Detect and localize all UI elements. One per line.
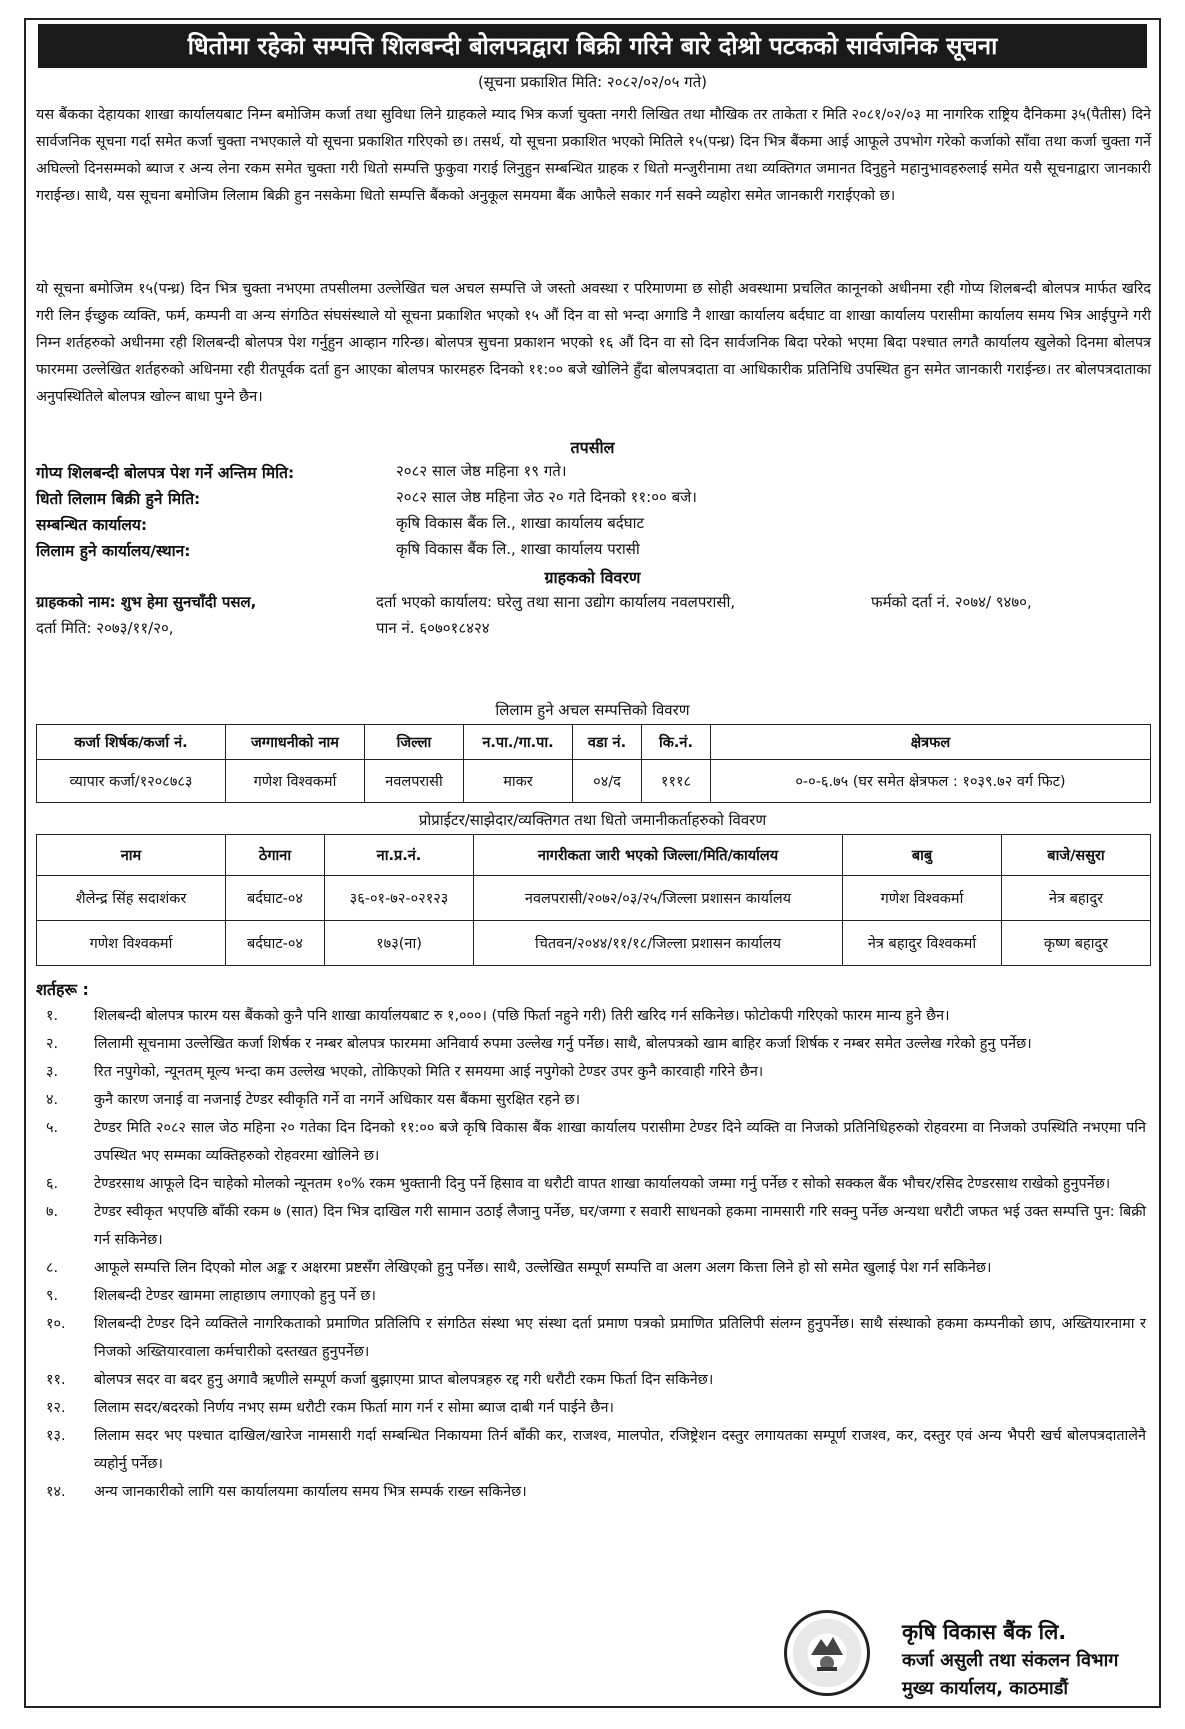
table-cell: गणेश विश्वकर्मा [843, 876, 1002, 921]
condition-text: लिलामी सूचनामा उल्लेखित कर्जा शिर्षक र नम्बर बोलपत्र फारममा अनिवार्य रुपमा उल्लेख गर्नु पर्नेछ। साथै, बोलपत्रको खाम बाहिर कर्जा शिर्षक र नम्बर समेत उल्लेख गरेको हुनु पर्नेछ। [94, 1036, 1032, 1052]
conditions-heading: शर्तहरू : [36, 980, 89, 999]
guarantor-caption: प्रोप्राईटर/साझेदार/व्यक्तिगत तथा धितो जमानीकर्ताहरुको विवरण [418, 811, 767, 829]
customer-name: ग्राहकको नाम: शुभ हेमा सुनचाँदी पसल, [36, 593, 257, 611]
condition-number: १३. [46, 1428, 66, 1444]
table-header: क्षेत्रफल [711, 725, 1151, 760]
condition-number: ३. [46, 1064, 59, 1080]
table-cell: व्यापार कर्जा/१२०८७८३ [37, 760, 226, 803]
deadline-value: २०८२ साल जेष्ठ महिना १९ गते। [396, 462, 567, 480]
condition-number: १. [46, 1008, 59, 1024]
department-name: कर्जा असुली तथा संकलन विभाग [902, 1650, 1119, 1671]
tapsil-heading: तपसील [570, 438, 615, 457]
table-row [37, 760, 1151, 803]
condition-number: १०. [46, 1316, 66, 1332]
condition-number: ११. [46, 1372, 66, 1388]
conditions-list [36, 1002, 1146, 1506]
table-header: न.पा./गा.पा. [464, 725, 573, 760]
table-cell: गणेश विश्वकर्मा [226, 760, 365, 803]
condition-number: ७. [46, 1204, 59, 1220]
table-header: कर्जा शिर्षक/कर्जा नं. [37, 725, 226, 760]
notice-page [24, 18, 1161, 1708]
table-cell: बर्दघाट-०४ [226, 921, 325, 966]
intro-paragraph: यस बैंकका देहायका शाखा कार्यालयबाट निम्न बमोजिम कर्जा तथा सुविधा लिने ग्राहकले म्याद भित्र कर्जा चुक्ता नगरी लिखित तथा मौखिक तर ताकेता र मिति २०८१/०२/०३ मा नागरिक राष्ट्रिय दैनिकमा ३५(पैतीस) दिने सार्वजनिक सूचना गर्दा समेत कर्जा चुक्ता नभएकाले यो सूचना प्रकाशित गरिएको छ। तसर्थ, यो सूचना प्रकाशित भएको मितिले १५(पन्ध्र) दिन भित्र बैंकमा आई आफूले उपभोग गरेको कर्जाको साँवा तथा कर्जा चुक्ता गर्ने अघिल्लो दिनसम्मको ब्याज र अन्य लेना रकम समेत चुक्ता गरी धितो सम्पत्ति फुकुवा गराई लिनुहुन सम्बन्धित ग्राहक र धितो मन्जुरीनामा तथा व्यक्तिगत जमानत दिनुहुने महानुभावहरुलाई समेत यसै सूचनाद्वारा जानकारी गराईन्छ। साथै, यस सूचना बमोजिम लिलाम बिक्री हुन नसकेमा धितो सम्पत्ति बैंकको अनुकूल समयमा बैंक आफैले सकार गर्न सक्ने व्यहोरा समेत जानकारी गराईएको छ। [36, 107, 1151, 204]
customer-reg-date: दर्ता मिति: २०७३/११/२०, [36, 619, 174, 637]
condition-text: टेण्डरसाथ आफूले दिन चाहेको मोलको न्यूनतम १०% रकम भुक्तानी दिनु पर्ने हिसाव वा धरौटी वापत शाखा कार्यालयको जम्मा गर्नु पर्नेछ र सोको सक्कल बैंक भौचर/रसिद टेण्डरसाथ राखेको हुनुपर्नेछ। [94, 1176, 1111, 1192]
deadline-label: गोप्य शिलबन्दी बोलपत्र पेश गर्ने अन्तिम मिति: [36, 464, 295, 482]
table-cell: नेत्र बहादुर [1002, 876, 1151, 921]
related-office-value: कृषि विकास बैंक लि., शाखा कार्यालय बर्दघाट [396, 514, 645, 532]
condition-text: शिलबन्दी बोलपत्र फारम यस बैंकको कुनै पनि शाखा कार्यालयबाट रु १,०००। (पछि फिर्ता नहुने गरी) तिरी खरिद गर्न सकिनेछ। फोटोकपी गरिएको फारम मान्य हुने छैन। [94, 1008, 950, 1024]
condition-number: ६. [46, 1176, 59, 1192]
auction-office-label: लिलाम हुने कार्यालय/स्थान: [36, 542, 191, 560]
list-item [36, 1114, 1146, 1170]
condition-number: १२. [46, 1400, 66, 1416]
table-cell: ३६-०१-७२-०२१२३ [325, 876, 474, 921]
table-cell: कृष्ण बहादुर [1002, 921, 1151, 966]
condition-text: लिलाम सदर/बदरको निर्णय नभए सम्म धरौटी रकम फिर्ता माग गर्न र सोमा ब्याज दाबी गर्न पाईने छैन। [94, 1400, 614, 1416]
condition-text: आफूले सम्पत्ति लिन दिएको मोल अङ्क र अक्षरमा प्रष्टसँग लेखिएको हुनु पर्नेछ। साथै, उल्लेखित सम्पूर्ण सम्पत्ति वा अलग अलग कित्ता लिने हो सो समेत खुलाई पेश गर्न सकिनेछ। [94, 1260, 992, 1276]
table-header: बाबु [843, 835, 1002, 876]
condition-text: अन्य जानकारीको लागि यस कार्यालयमा कार्यालय समय भित्र सम्पर्क राख्न सकिनेछ। [94, 1484, 527, 1500]
condition-number: ९. [46, 1288, 59, 1304]
auction-date-label: धितो लिलाम बिक्री हुने मिति: [36, 490, 201, 508]
table-cell: ०४/द [573, 760, 642, 803]
table-header: जग्गाधनीको नाम [226, 725, 365, 760]
table-header: कि.नं. [642, 725, 711, 760]
condition-number: २. [46, 1036, 59, 1052]
condition-text: लिलाम सदर भए पश्चात दाखिल/खारेज नामसारी गर्दा सम्बन्धित निकायमा तिर्न बाँकी कर, राजश्व, मालपोत, रजिष्ट्रेशन दस्तुर लगायतका सम्पूर्ण राजश्व, कर, दस्तुर एवं अन्य भैपरी खर्च बोलपत्रदातालेनै व्यहोर्नु पर्नेछ। [94, 1428, 1146, 1472]
tender-paragraph: यो सूचना बमोजिम १५(पन्ध्र) दिन भित्र चुक्ता नभएमा तपसीलमा उल्लेखित चल अचल सम्पत्ति जे जस्तो अवस्था र परिमाणमा छ सोही अवस्थामा प्रचलित कानूनको अधीनमा रही गोप्य शिलबन्दी बोलपत्र मार्फत खरिद गरी लिन ईच्छुक व्यक्ति, फर्म, कम्पनी वा अन्य संगठित संघसंस्थाले यो सूचना प्रकाशित भएको १५ औं दिन वा सो भन्दा अगाडि नै शाखा कार्यालय बर्दघाट वा शाखा कार्यालय परासीमा कार्यालय समय भित्र आईपुग्ने गरी निम्न शर्तहरुको अधीनमा रही शिलबन्दी बोलपत्र पेश गर्नुहुन आव्हान गरिन्छ। बोलपत्र सुचना प्रकाशन भएको १६ औं दिन वा सो दिन सार्वजनिक बिदा परेको भएमा बिदा पश्चात लगतै कार्यालय खुलेको दिनमा बोलपत्र फारममा उल्लेखित शर्तहरुको अधिनमा रही रीतपूर्वक दर्ता हुन आएका बोलपत्र फारमहरु दिनको ११:०० बजे खोलिने हुँदा बोलपत्रदाता वा आधिकारीक प्रतिनिधि उपस्थित हुन समेत जानकारी गराईन्छ। तर बोलपत्रदाताका अनुपस्थितिले बोलपत्र खोल्न बाधा पुग्ने छैन। [36, 281, 1151, 405]
auction-office-value: कृषि विकास बैंक लि., शाखा कार्यालय परासी [396, 540, 640, 558]
customer-pan: पान नं. ६०७०१८४२४ [376, 619, 490, 637]
list-item [36, 1030, 1146, 1058]
customer-firm-reg: फर्मको दर्ता नं. २०७४/ ९४७०, [871, 593, 1032, 611]
table-header: वडा नं. [573, 725, 642, 760]
list-item [36, 1282, 1146, 1310]
table-cell: माकर [464, 760, 573, 803]
list-item [36, 1310, 1146, 1366]
table-cell: नेत्र बहादुर विश्वकर्मा [843, 921, 1002, 966]
table-cell: १११८ [642, 760, 711, 803]
list-item [36, 1366, 1146, 1394]
condition-text: टेण्डर मिति २०८२ साल जेठ महिना २० गतेका दिन दिनको ११:०० बजे कृषि विकास बैंक शाखा कार्यालय परासीमा टेण्डर दिने व्यक्ति वा निजको प्रतिनिधिहरुको रोहवरमा वा निजको उपस्थिति नभएमा पनि उपस्थित भए सम्मका व्यक्तिहरुको रोहवरमा खोलिने छ। [94, 1120, 1146, 1164]
condition-text: शिलबन्दी टेण्डर खाममा लाहाछाप लगाएको हुनु पर्ने छ। [94, 1288, 376, 1304]
table-cell: चितवन/२०४४/११/१८/जिल्ला प्रशासन कार्यालय [474, 921, 843, 966]
list-item [36, 1170, 1146, 1198]
related-office-label: सम्बन्धित कार्यालय: [36, 516, 148, 534]
list-item [36, 1478, 1146, 1506]
table-cell: १७३(ना) [325, 921, 474, 966]
bank-name: कृषि विकास बैंक लि. [902, 1620, 1067, 1644]
condition-text: शिलबन्दी टेण्डर दिने व्यक्तिले नागरिकताको प्रमाणित प्रतिलिपि र संगठित संस्था भए संस्था दर्ता प्रमाण पत्रको प्रमाणित प्रतिलिपी संलग्न हुनुपर्नेछ। साथै संस्थाको हकमा कम्पनीको छाप, अख्तियारनामा र निजको अख्तियारवाला कर्मचारीको दस्तखत हुनुपर्नेछ। [94, 1316, 1146, 1360]
customer-heading: ग्राहकको विवरण [544, 568, 641, 587]
table-header: बाजे/ससुरा [1002, 835, 1151, 876]
condition-number: १४. [46, 1484, 66, 1500]
bank-seal-icon [784, 1610, 870, 1696]
publish-date: (सूचना प्रकाशित मिति: २०८२/०२/०५ गते) [477, 73, 708, 91]
table-cell: ०-०-६.७५ (घर समेत क्षेत्रफल : १०३९.७२ वर्ग फिट) [711, 760, 1151, 803]
table-header: ठेगाना [226, 835, 325, 876]
table-header: ना.प्र.नं. [325, 835, 474, 876]
table-cell: नवलपरासी/२०७२/०३/२५/जिल्ला प्रशासन कार्यालय [474, 876, 843, 921]
auction-date-value: २०८२ साल जेष्ठ महिना जेठ २० गते दिनको ११:०० बजे। [396, 488, 697, 506]
list-item [36, 1198, 1146, 1254]
table-header: नाम [37, 835, 226, 876]
table-header-row [37, 835, 1151, 876]
condition-number: ४. [46, 1092, 59, 1108]
customer-reg-office: दर्ता भएको कार्यालय: घरेलु तथा साना उद्योग कार्यालय नवलपरासी, [376, 593, 736, 611]
table-cell: शैलेन्द्र सिंह सदाशंकर [37, 876, 226, 921]
table-cell: नवलपरासी [365, 760, 464, 803]
list-item [36, 1002, 1146, 1030]
list-item [36, 1086, 1146, 1114]
condition-text: रित नपुगेको, न्यूनतम् मूल्य भन्दा कम उल्लेख भएको, तोकिएको मिति र समयमा आई नपुगेको टेण्डर उपर कुनै कारवाही गरिने छैन। [94, 1064, 764, 1080]
condition-number: ८. [46, 1260, 59, 1276]
table-header-row [37, 725, 1151, 760]
list-item [36, 1422, 1146, 1478]
condition-text: टेण्डर स्वीकृत भएपछि बाँकी रकम ७ (सात) दिन भित्र दाखिल गरी सामान उठाई लैजानु पर्नेछ, घर/जग्गा र सवारी साधनको हकमा नामसारी गरि सक्नु पर्नेछ अन्यथा धरौटी जफत भई उक्त सम्पत्ति पुन: बिक्री गर्न सकिनेछ। [94, 1204, 1146, 1248]
condition-number: ५. [46, 1120, 59, 1136]
guarantor-table [36, 834, 1151, 966]
condition-text: कुनै कारण जनाई वा नजनाई टेण्डर स्वीकृति गर्ने वा नगर्ने अधिकार यस बैंकमा सुरक्षित रहने छ। [94, 1092, 581, 1108]
office-name: मुख्य कार्यालय, काठमाडौं [902, 1678, 1068, 1699]
notice-title: धितोमा रहेको सम्पत्ति शिलबन्दी बोलपत्रद्वारा बिक्री गरिने बारे दोश्रो पटकको सार्वजनिक सूचना [38, 24, 1147, 68]
seal-emblem-icon [809, 1633, 845, 1673]
table-row [37, 876, 1151, 921]
property-table [36, 724, 1151, 803]
list-item [36, 1394, 1146, 1422]
condition-text: बोलपत्र सदर वा बदर हुनु अगावै ऋणीले सम्पूर्ण कर्जा बुझाएमा प्राप्त बोलपत्रहरु रद्द गरी धरौटी रकम फिर्ता दिन सकिनेछ। [94, 1372, 714, 1388]
property-caption: लिलाम हुने अचल सम्पत्तिको विवरण [495, 701, 690, 719]
table-cell: गणेश विश्वकर्मा [37, 921, 226, 966]
table-row [37, 921, 1151, 966]
list-item [36, 1254, 1146, 1282]
table-header: जिल्ला [365, 725, 464, 760]
table-cell: बर्दघाट-०४ [226, 876, 325, 921]
table-header: नागरीकता जारी भएको जिल्ला/मिति/कार्यालय [474, 835, 843, 876]
list-item [36, 1058, 1146, 1086]
